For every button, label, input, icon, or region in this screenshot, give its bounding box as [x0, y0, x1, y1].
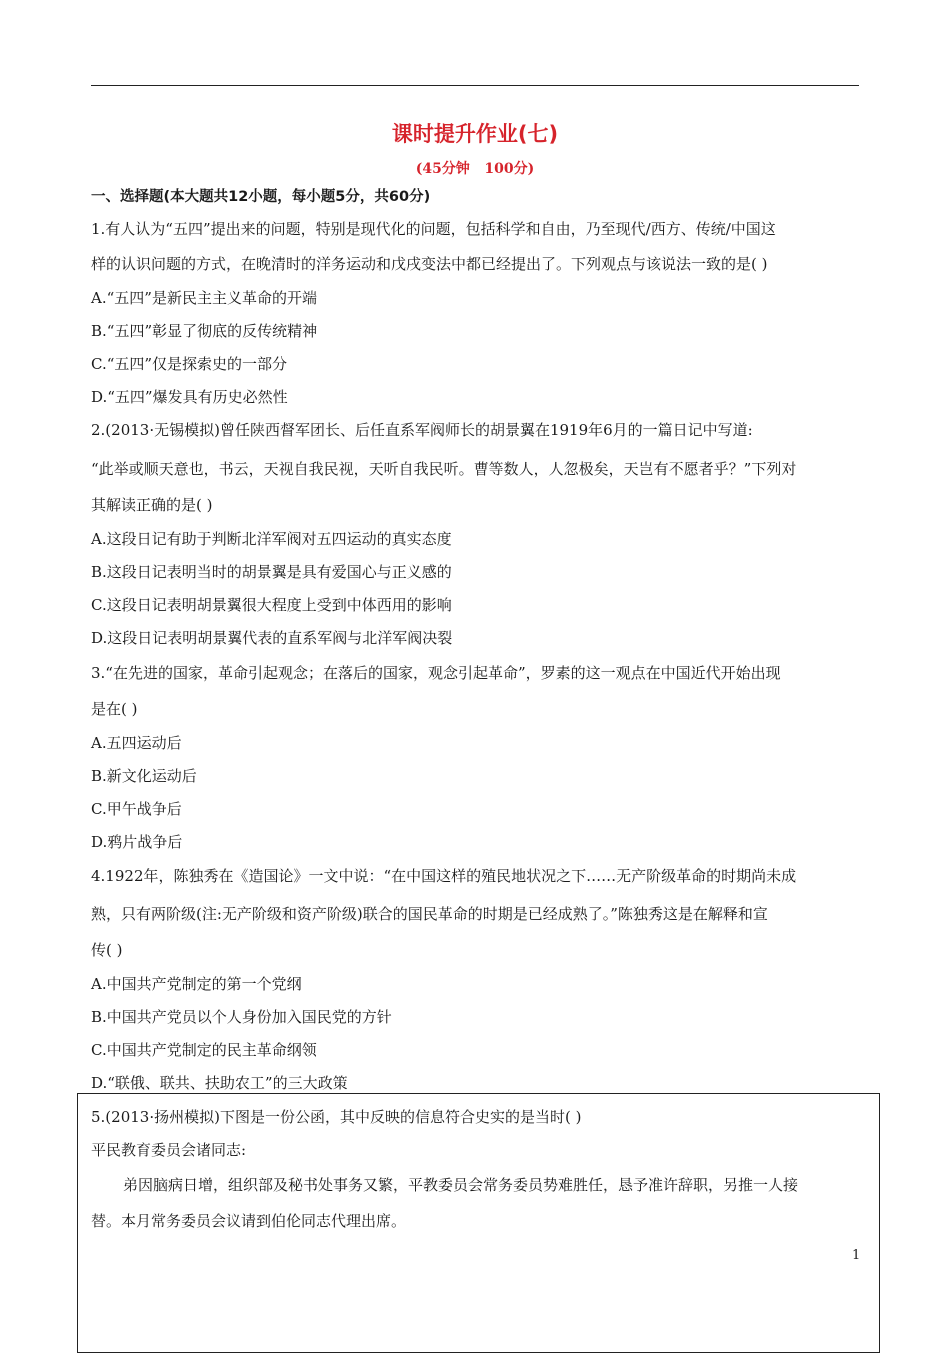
q4-stem-line3: 传( ): [91, 941, 123, 959]
q3-option-a: A.五四运动后: [91, 734, 182, 752]
q2-option-b: B.这段日记表明当时的胡景翼是具有爱国心与正义感的: [91, 563, 452, 581]
q5-letter-body-line1: 弟因脑病日增，组织部及秘书处事务又繁，平教委员会常务委员势难胜任，恳予准许辞职，另推一人接: [123, 1176, 799, 1194]
page-subtitle: (45分钟 100分): [415, 161, 535, 177]
section-heading: 一、选择题(本大题共12小题，每小题5分，共60分): [91, 189, 431, 205]
q5-letter-body-line2: 替。本月常务委员会议请到伯伦同志代理出席。: [91, 1212, 407, 1230]
q2-stem-line1: 2.(2013·无锡模拟)曾任陕西督军团长、后任直系军阀师长的胡景翼在1919年6月的一篇日记中写道:: [91, 421, 753, 439]
q4-option-b: B.中国共产党员以个人身份加入国民党的方针: [91, 1008, 392, 1026]
q1-option-d: D.“五四”爆发具有历史必然性: [91, 388, 288, 406]
page-number: 1: [852, 1248, 861, 1263]
q2-stem-line2: “此举或顺天意也，书云，天视自我民视，天听自我民听。曹等数人，人忽极矣，天岂有不愿者乎？”下列对: [91, 460, 797, 478]
q4-option-d: D.“联俄、联共、扶助农工”的三大政策: [91, 1074, 348, 1092]
q5-letter-salutation: 平民教育委员会诸同志:: [91, 1141, 247, 1159]
page-title: 课时提升作业(七): [391, 122, 559, 146]
q1-stem-line1: 1.有人认为“五四”提出来的问题，特别是现代化的问题，包括科学和自由，乃至现代/西方、传统/中国这: [91, 220, 776, 238]
q3-option-b: B.新文化运动后: [91, 767, 197, 785]
q1-option-c: C.“五四”仅是探索史的一部分: [91, 355, 288, 373]
q2-option-a: A.这段日记有助于判断北洋军阀对五四运动的真实态度: [91, 530, 452, 548]
q1-option-a: A.“五四”是新民主主义革命的开端: [91, 289, 317, 307]
q3-option-d: D.鸦片战争后: [91, 833, 183, 851]
q4-stem-line1: 4.1922年，陈独秀在《造国论》一文中说：“在中国这样的殖民地状况之下……无产阶级革命的时期尚未成: [91, 867, 797, 885]
q4-option-a: A.中国共产党制定的第一个党纲: [91, 975, 302, 993]
header-rule: [91, 85, 859, 86]
q2-stem-line3: 其解读正确的是( ): [91, 496, 213, 514]
q4-option-c: C.中国共产党制定的民主革命纲领: [91, 1041, 317, 1059]
q3-option-c: C.甲午战争后: [91, 800, 182, 818]
q1-option-b: B.“五四”彰显了彻底的反传统精神: [91, 322, 318, 340]
q5-stem-line1: 5.(2013·扬州模拟)下图是一份公函，其中反映的信息符合史实的是当时( ): [91, 1108, 582, 1126]
q3-stem-line2: 是在( ): [91, 700, 138, 718]
q2-option-c: C.这段日记表明胡景翼很大程度上受到中体西用的影响: [91, 596, 452, 614]
q3-stem-line1: 3.“在先进的国家，革命引起观念；在落后的国家，观念引起革命”，罗素的这一观点在中国近代开始出现: [91, 664, 781, 682]
q1-stem-line2: 样的认识问题的方式，在晚清时的洋务运动和戊戌变法中都已经提出了。下列观点与该说法一致的是( ): [91, 255, 768, 273]
q2-option-d: D.这段日记表明胡景翼代表的直系军阀与北洋军阀决裂: [91, 629, 453, 647]
q4-stem-line2: 熟，只有两阶级(注:无产阶级和资产阶级)联合的国民革命的时期是已经成熟了。”陈独秀这是在解释和宣: [91, 905, 768, 923]
